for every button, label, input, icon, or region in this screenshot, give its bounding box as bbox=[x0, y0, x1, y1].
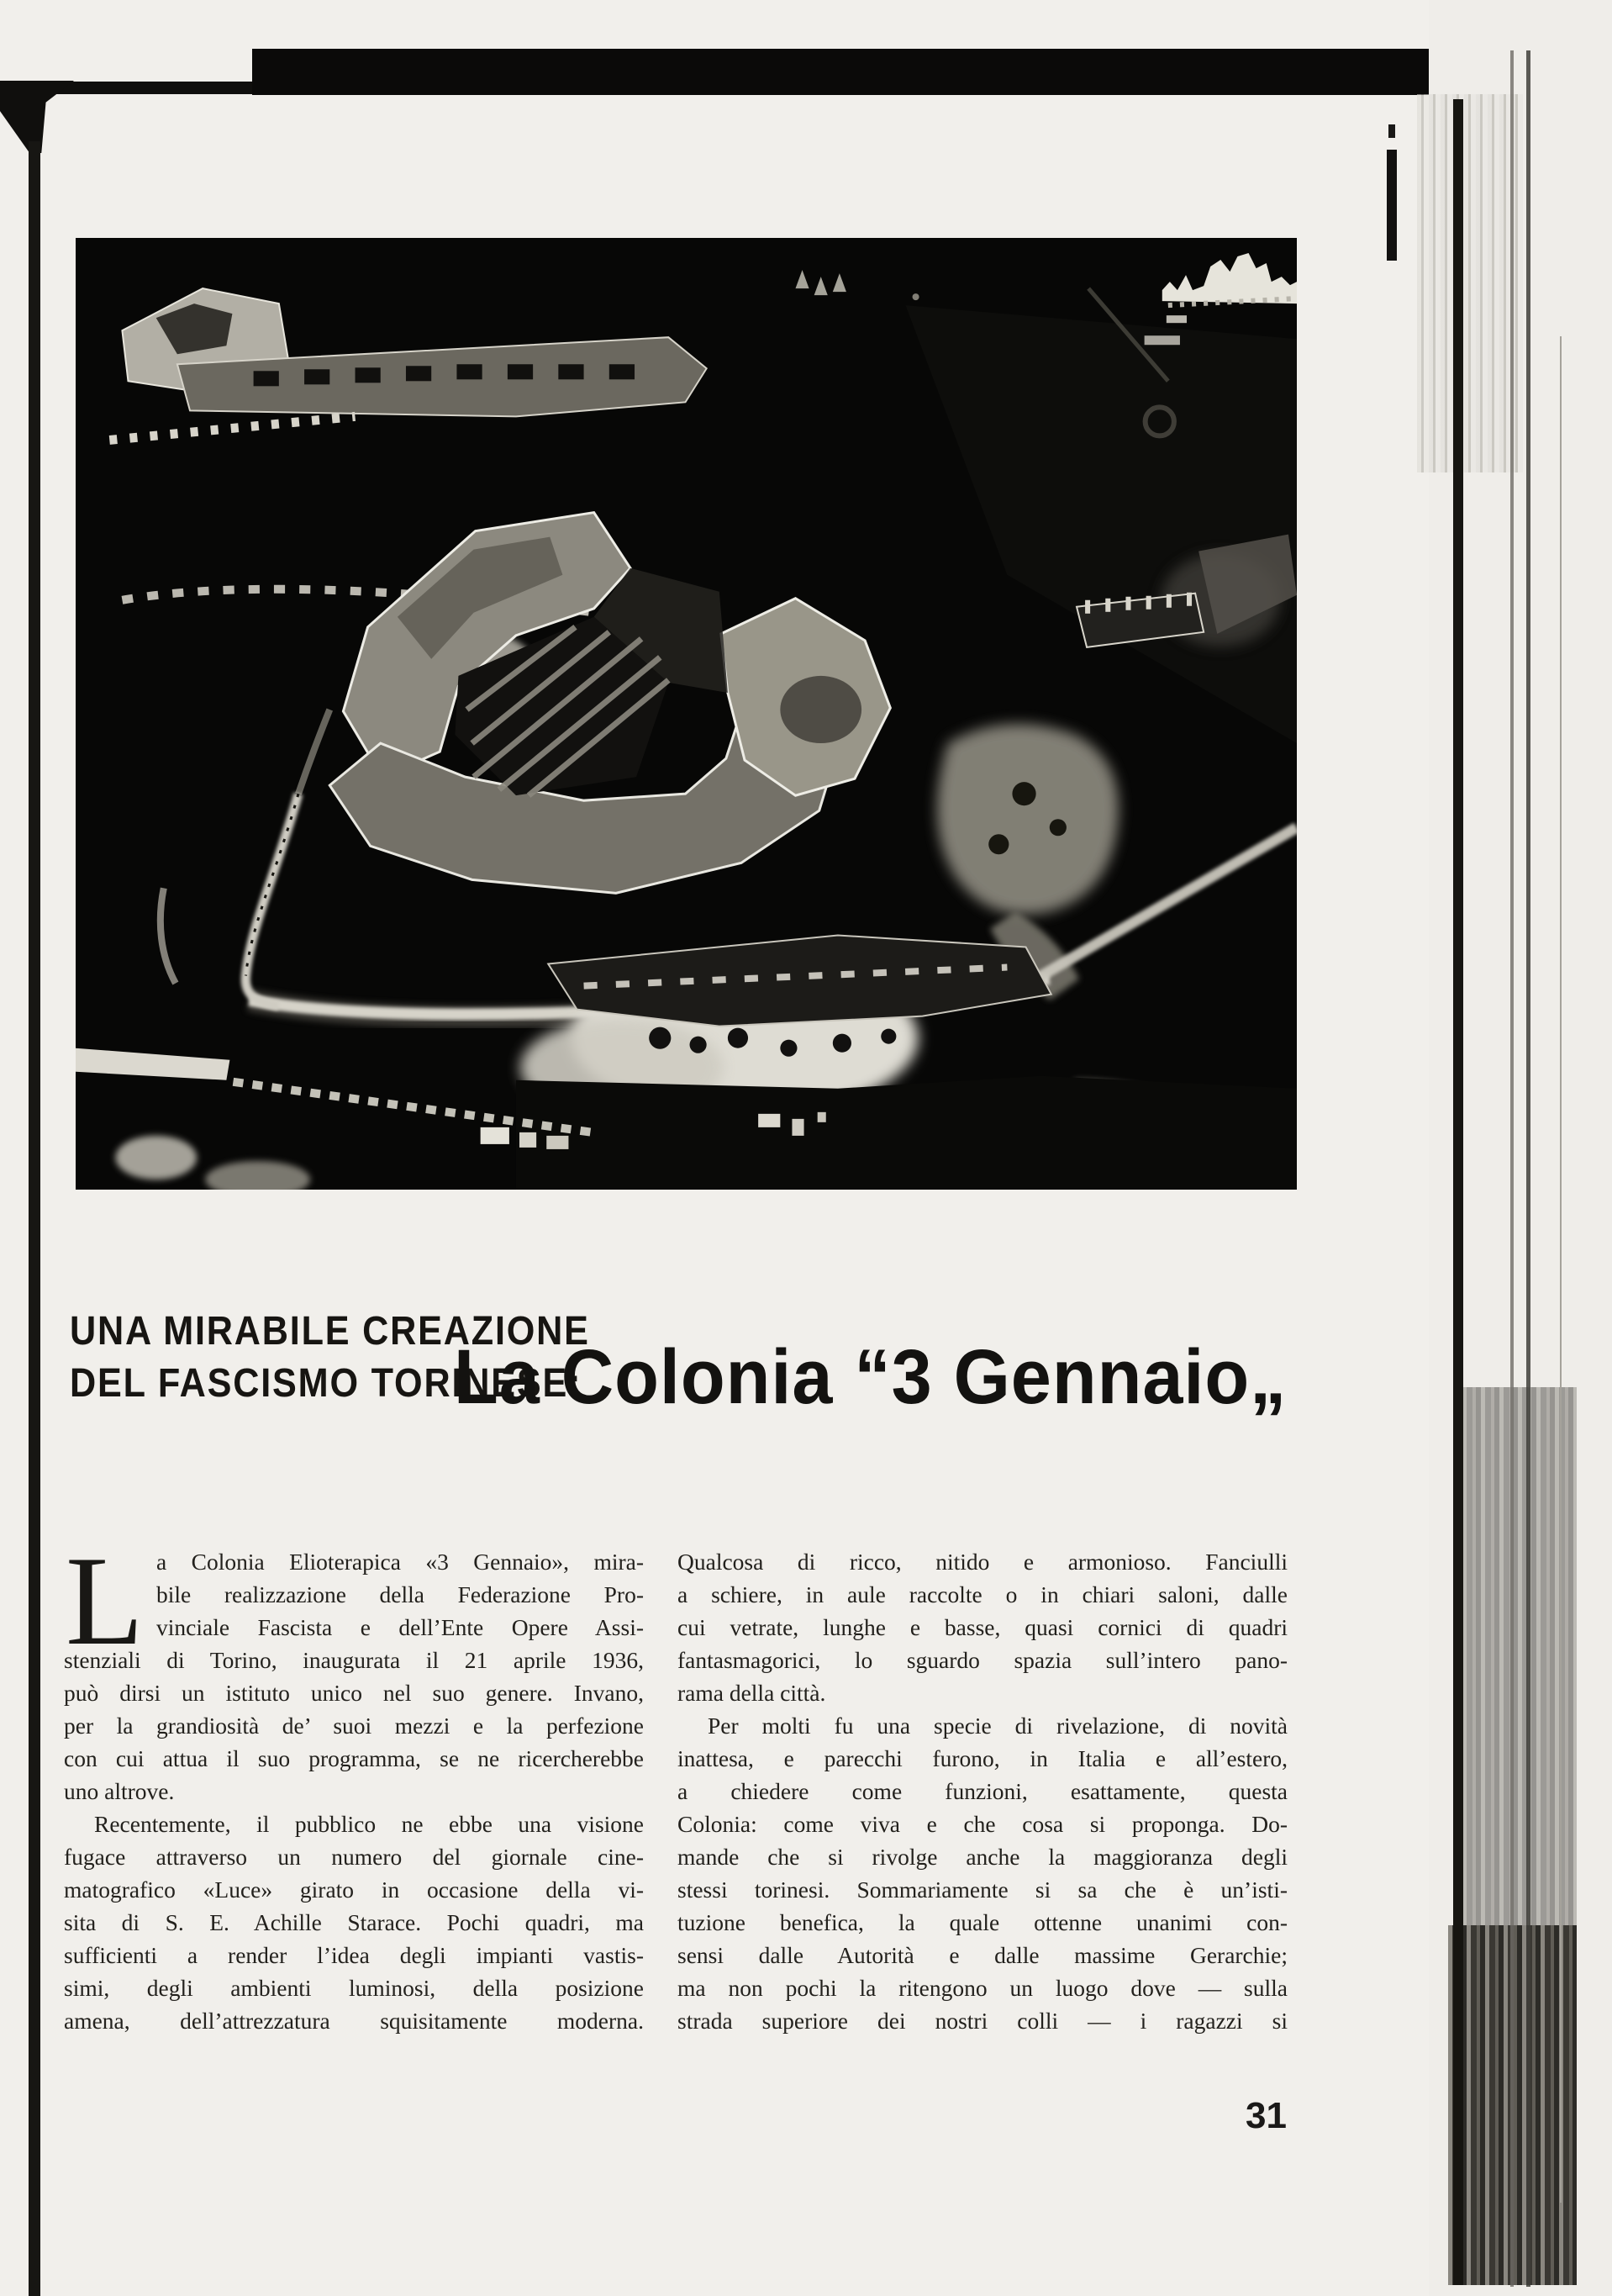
text-line: Recentemente, il pubblico ne ebbe una visione bbox=[94, 1811, 644, 1837]
text-line: simi, degli ambienti luminosi, della posizione bbox=[64, 1975, 644, 2001]
scan-mark bbox=[1387, 150, 1397, 261]
text-line: amena, dell’attrezzatura squisitamente moderna. bbox=[64, 2008, 644, 2034]
scan-spine-line bbox=[29, 141, 40, 2296]
text-line: stenziali di Torino, inaugurata il 21 aprile 1936, bbox=[64, 1647, 644, 1673]
text-line: a schiere, in aule raccolte o in chiari saloni, dalle bbox=[677, 1581, 1288, 1607]
fore-edge-thin-line bbox=[1560, 336, 1562, 2203]
text-line: sensi dalle Autorità e dalle massime Gerarchie; bbox=[677, 1942, 1288, 1968]
text-line: con cui attua il suo programma, se ne ricercherebbe bbox=[64, 1745, 644, 1771]
text-line: uno altrove. bbox=[64, 1778, 175, 1804]
text-line: può dirsi un istituto unico nel suo genere. Invano, bbox=[64, 1680, 644, 1706]
text-line: sufficienti a render l’idea degli impianti vastis- bbox=[64, 1942, 644, 1968]
text-line: fantasmagorici, lo sguardo spazia sull’intero pano- bbox=[677, 1647, 1288, 1673]
aerial-photograph-colonia bbox=[76, 238, 1297, 1190]
text-line: vinciale Fascista e dell’Ente Opere Assi- bbox=[156, 1614, 644, 1640]
text-line: a chiedere come funzioni, esattamente, questa bbox=[677, 1778, 1288, 1804]
text-line: strada superiore dei nostri colli — i ragazzi si bbox=[677, 2008, 1288, 2034]
text-line: bile realizzazione della Federazione Pro- bbox=[156, 1581, 644, 1607]
fore-edge-thin-line bbox=[1510, 50, 1514, 2287]
text-line: Qualcosa di ricco, nitido e armonioso. Fanciulli bbox=[677, 1549, 1288, 1575]
text-line: mande che si rivolge anche la maggioranza degli bbox=[677, 1844, 1288, 1870]
text-line: a Colonia Elioterapica «3 Gennaio», mira- bbox=[156, 1549, 644, 1575]
text-line: matografico «Luce» girato in occasione della vi- bbox=[64, 1876, 644, 1903]
text-line: Per molti fu una specie di rivelazione, di novità bbox=[708, 1713, 1288, 1739]
drop-cap: L bbox=[66, 1530, 144, 1671]
fore-edge-line bbox=[1453, 99, 1463, 2285]
fore-edge-stripes-top bbox=[1417, 94, 1523, 472]
text-line: cui vetrate, lunghe e basse, quasi cornici di quadri bbox=[677, 1614, 1288, 1640]
text-line: tuzione benefica, la quale ottenne unanimi con- bbox=[677, 1909, 1288, 1935]
text-line: inattesa, e parecchi furono, in Italia e all’estero, bbox=[677, 1745, 1288, 1771]
fore-edge-thin-line bbox=[1526, 50, 1530, 2287]
scan-mark-dot bbox=[1388, 124, 1395, 138]
aerial-photo-art bbox=[76, 238, 1297, 1190]
kicker-line-2: DEL FASCISMO TORINESE: bbox=[70, 1361, 582, 1406]
text-line: Colonia: come viva e che cosa si proponga. Do- bbox=[677, 1811, 1288, 1837]
right-column bbox=[677, 1545, 1288, 2037]
text-line: rama della città. bbox=[677, 1680, 826, 1706]
text-line: sita di S. E. Achille Starace. Pochi quadri, ma bbox=[64, 1909, 644, 1935]
text-line: fugace attraverso un numero del giornale cine- bbox=[64, 1844, 644, 1870]
text-line: ma non pochi la ritengono un luogo dove — sulla bbox=[677, 1975, 1288, 2001]
kicker-line-1: UNA MIRABILE CREAZIONE bbox=[70, 1309, 590, 1354]
text-line: stessi torinesi. Sommariamente si sa che è un’isti- bbox=[677, 1876, 1288, 1903]
article-title: La Colonia “3 Gennaio„ bbox=[454, 1334, 1288, 1420]
scan-top-bar bbox=[252, 49, 1486, 95]
text-line: per la grandiosità de’ suoi mezzi e la perfezione bbox=[64, 1713, 644, 1739]
page-number: 31 bbox=[1246, 2095, 1287, 2136]
left-column bbox=[64, 1530, 644, 2037]
